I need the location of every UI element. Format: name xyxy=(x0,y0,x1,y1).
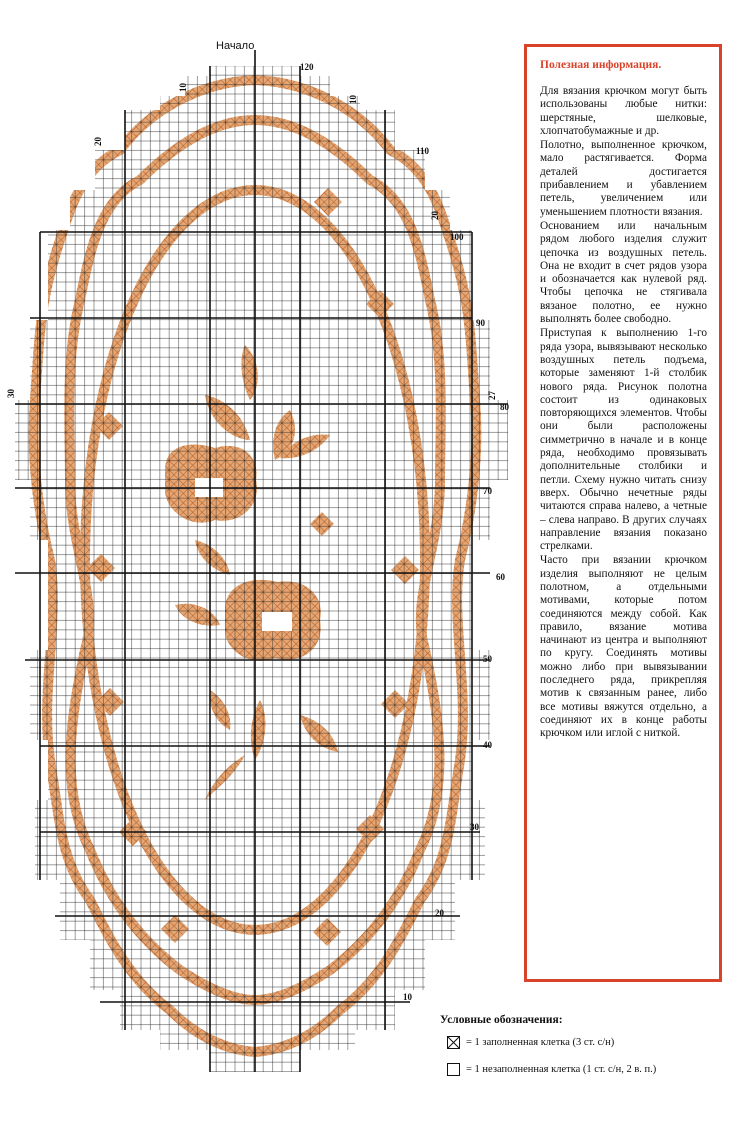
info-paragraph: Для вязания крючком могут быть использованы любые нитки: шерстяные, шелковые, хлопчатобумажные и др. xyxy=(540,85,707,137)
row-number: 50 xyxy=(483,654,492,664)
info-title: Полезная информация. xyxy=(540,59,662,71)
row-number: 60 xyxy=(496,572,505,582)
column-number: 20 xyxy=(93,137,103,146)
row-number: 120 xyxy=(300,62,314,72)
row-number: 30 xyxy=(470,822,479,832)
legend xyxy=(440,1014,730,1090)
row-number: 40 xyxy=(483,740,492,750)
column-number: 20 xyxy=(430,211,440,220)
row-number: 100 xyxy=(450,232,464,242)
filled-cell-icon xyxy=(447,1036,460,1049)
info-box xyxy=(524,44,722,982)
row-number: 70 xyxy=(483,486,492,496)
empty-cell-icon xyxy=(447,1063,460,1076)
legend-filled-text: = 1 заполненная клетка (3 ст. с/н) xyxy=(466,1037,615,1048)
legend-empty-text: = 1 незаполненная клетка (1 ст. с/н, 2 в. п.) xyxy=(466,1064,657,1075)
legend-row-filled xyxy=(440,1036,730,1049)
row-number: 90 xyxy=(476,318,485,328)
row-number: 20 xyxy=(435,908,444,918)
info-paragraph: Основанием или начальным рядом любого изделия служит цепочка из воздушных петель. Она не входит в счет рядов узора и обозначается как нулевой ряд. Чтобы цепочка не стягивала вязаное полотно, ее нужно выполнять более свободно. xyxy=(540,219,707,326)
info-paragraph: Часто при вязании крючком изделия выполняют не целым полотном, а отдельными мотивами, которые потом соединяются между собой. Как правило, вязание мотива начинают из центра и выполняют по кругу. Соединять мотивы можно либо при вывязывании последнего ряда, прикрепляя мотив к связанным ранее, либо все мотивы вяжутся отдельно, а соединяют их в конце работы крючком или иглой с ниткой. xyxy=(540,554,707,740)
info-paragraph: Полотно, выполненное крючком, мало растягивается. Форма деталей достигается прибавлением и убавлением петель, увеличением или уменьшением плотности вязания. xyxy=(540,139,707,218)
row-number: 10 xyxy=(403,992,412,1002)
column-number: 10 xyxy=(178,83,188,92)
column-number: 10 xyxy=(348,95,358,104)
start-label: Начало xyxy=(216,40,255,52)
info-paragraph: Приступая к выполнению 1-го ряда узора, вывязывают несколько воздушных петель подъема, которые заменяют 1-й столбик нового ряда. Рисунок полотна состоит из одинаковых повторяющихся элементов. Чтобы они были расположены симметрично в начале и в конце ряда, необходимо провязывать дополнительные столбики и петли. Схему нужно читать снизу вверх. Обычно нечетные ряды читаются справа налево, а четные – слева направо. В других случаях направление вязания показано стрелками. xyxy=(540,327,707,553)
row-number: 110 xyxy=(416,146,430,156)
row-number: 80 xyxy=(500,402,509,412)
column-number: 30 xyxy=(6,389,16,398)
legend-row-empty xyxy=(440,1063,730,1076)
column-number: 27 xyxy=(487,391,497,400)
legend-title: Условные обозначения: xyxy=(440,1014,563,1026)
